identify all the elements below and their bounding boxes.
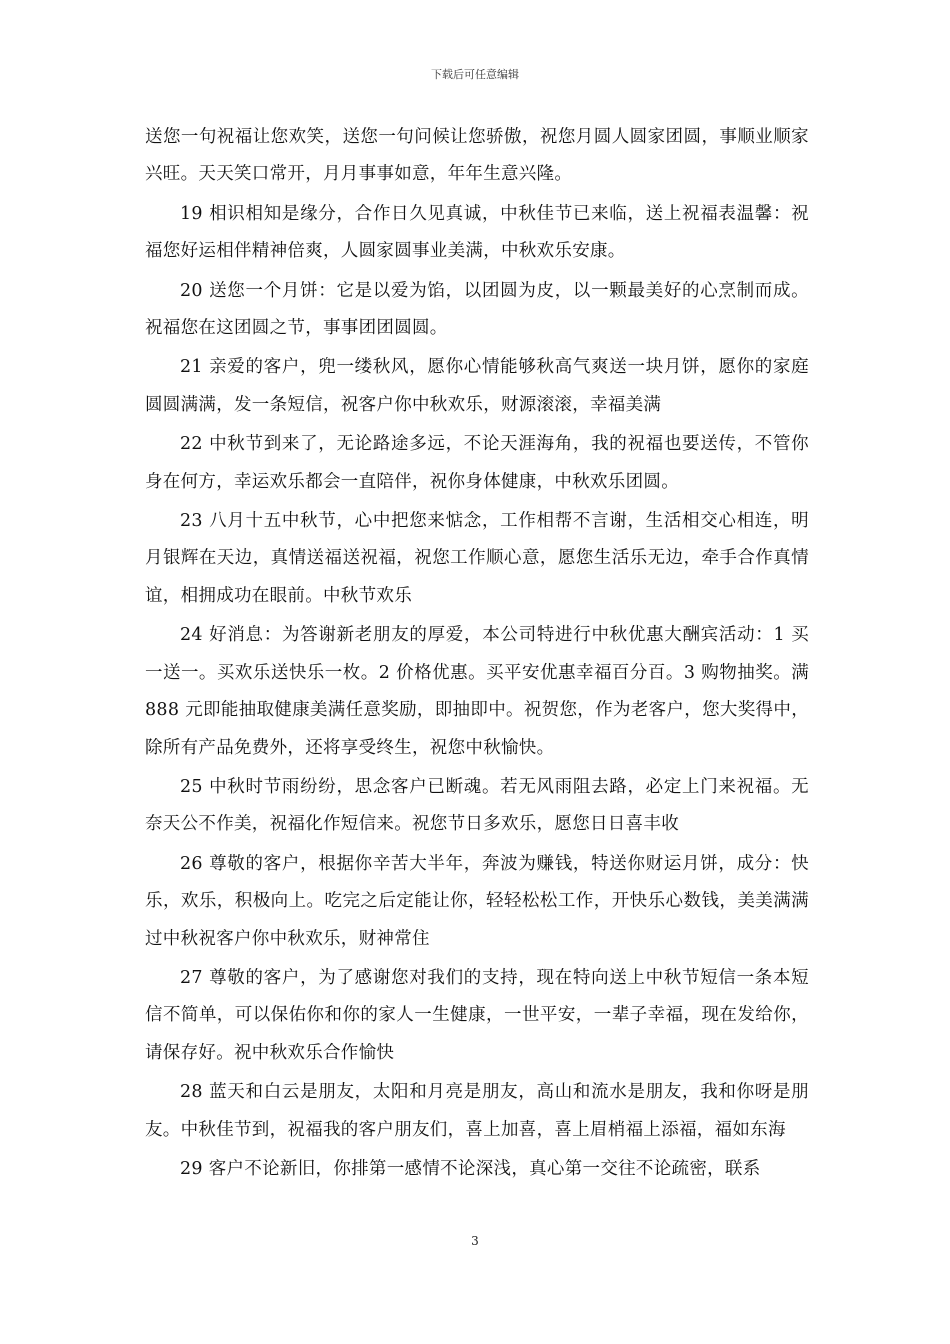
paragraph-21: 21 亲爱的客户，兜一缕秋风，愿你心情能够秋高气爽送一块月饼，愿你的家庭圆圆满满，发一条短信，祝客户你中秋欢乐，财源滚滚，幸福美满 xyxy=(145,357,809,415)
document-body xyxy=(145,119,809,1190)
paragraph-28: 28 蓝天和白云是朋友，太阳和月亮是朋友，高山和流水是朋友，我和你呀是朋友。中秋佳节到，祝福我的客户朋友们，喜上加喜，喜上眉梢福上添福，福如东海 xyxy=(145,1082,809,1140)
paragraph-26: 26 尊敬的客户，根据你辛苦大半年，奔波为赚钱，特送你财运月饼，成分：快乐，欢乐，积极向上。吃完之后定能让你，轻轻松松工作，开快乐心数钱，美美满满过中秋祝客户你中秋欢乐，财神常住 xyxy=(145,853,809,949)
paragraph-0: 送您一句祝福让您欢笑，送您一句问候让您骄傲，祝您月圆人圆家团圆，事顺业顺家兴旺。天天笑口常开，月月事事如意，年年生意兴隆。 xyxy=(145,127,809,185)
paragraph-20: 20 送您一个月饼：它是以爱为馅，以团圆为皮，以一颗最美好的心烹制而成。祝福您在这团圆之节，事事团团圆圆。 xyxy=(145,280,809,339)
paragraph-27: 27 尊敬的客户，为了感谢您对我们的支持，现在特向送上中秋节短信一条本短信不简单，可以保佑你和你的家人一生健康，一世平安，一辈子幸福，现在发给你，请保存好。祝中秋欢乐合作愉快 xyxy=(145,967,809,1063)
paragraph-24: 24 好消息：为答谢新老朋友的厚爱，本公司特进行中秋优惠大酬宾活动：1 买一送一。买欢乐送快乐一枚。2 价格优惠。买平安优惠幸福百分百。3 购物抽奖。满 888 元即能抽取健康美满任意奖励，即抽即中。祝贺您，作为老客户，您大奖得中，除所有产品免费外，还将享受终生，祝您中秋愉快。 xyxy=(145,625,809,758)
paragraph-29: 29 客户不论新旧，你排第一感情不论深浅，真心第一交往不论疏密，联系 xyxy=(180,1158,761,1179)
paragraph-23: 23 八月十五中秋节，心中把您来惦念，工作相帮不言谢，生活相交心相连，明月银辉在天边，真情送福送祝福，祝您工作顺心意，愿您生活乐无边，牵手合作真情谊，相拥成功在眼前。中秋节欢乐 xyxy=(145,511,809,606)
paragraph-25: 25 中秋时节雨纷纷，思念客户已断魂。若无风雨阻去路，必定上门来祝福。无奈天公不作美，祝福化作短信来。祝您节日多欢乐，愿您日日喜丰收 xyxy=(145,776,809,835)
paragraph-22: 22 中秋节到来了，无论路途多远，不论天涯海角，我的祝福也要送传，不管你身在何方，幸运欢乐都会一直陪伴，祝你身体健康，中秋欢乐团圆。 xyxy=(145,434,809,492)
page-header: 下载后可任意编辑 xyxy=(431,68,519,81)
paragraph-19: 19 相识相知是缘分，合作日久见真诚，中秋佳节已来临，送上祝福表温馨：祝福您好运相伴精神倍爽，人圆家圆事业美满，中秋欢乐安康。 xyxy=(145,203,809,262)
page-number: 3 xyxy=(471,1234,479,1248)
